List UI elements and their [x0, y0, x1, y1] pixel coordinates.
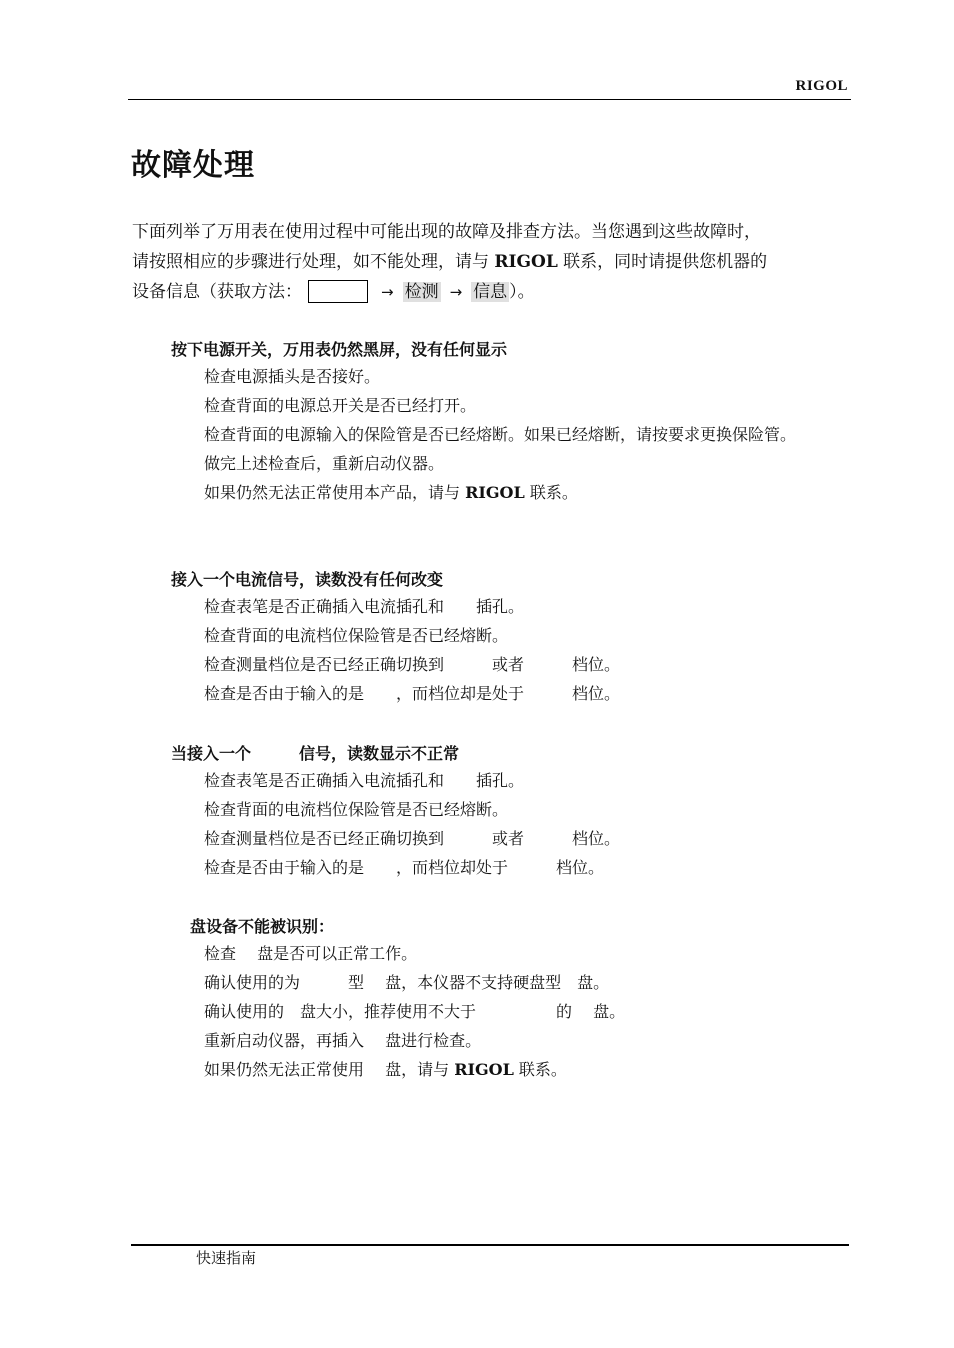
intro-line-3-post: ）。: [509, 282, 535, 302]
intro-line-2: [132, 247, 852, 277]
arrow-right-icon: →: [381, 283, 394, 301]
list-item: 重新启动仪器，再插入 盘进行检查。: [204, 1031, 482, 1050]
list-item: 检查背面的电流档位保险管是否已经熔断。: [204, 800, 509, 819]
section-list-signal: [204, 766, 854, 882]
footer-text: 快速指南: [196, 1249, 257, 1267]
intro-line-2-post: 联系，同时请提供您机器的: [557, 252, 768, 272]
softkey-detect: 检测: [404, 282, 439, 302]
footer-rule: [131, 1244, 849, 1246]
section-heading-disk: 盘设备不能被识别：: [190, 917, 335, 936]
list-item: 检查背面的电源总开关是否已经打开。: [204, 396, 477, 415]
brand-logo-text: RIGOL: [795, 78, 848, 94]
list-item: [204, 1055, 854, 1084]
list-item: 检查 盘是否可以正常工作。: [204, 944, 418, 963]
section-heading-power: 按下电源开关，万用表仍然黑屏，没有任何显示: [171, 340, 508, 359]
page-title: 故障处理: [131, 148, 255, 183]
section-list-power: [204, 362, 854, 507]
list-item-pre: 如果仍然无法正常使用本产品，请与: [204, 483, 466, 502]
list-item: 确认使用的为 型 盘，本仪器不支持硬盘型 盘。: [204, 973, 610, 992]
front-panel-key-box: [308, 280, 368, 303]
header-rule: [128, 99, 851, 100]
intro-line-2-pre: 请按照相应的步骤进行处理，如不能处理，请与: [132, 252, 495, 272]
section-list-disk: [204, 939, 854, 1084]
arrow-right-icon: →: [449, 283, 463, 301]
list-item-pre: 如果仍然无法正常使用 盘，请与: [204, 1060, 455, 1079]
list-item: 检查是否由于输入的是 ，而档位却处于 档位。: [204, 858, 605, 877]
section-heading-signal: 当接入一个 信号，读数显示不正常: [171, 744, 460, 763]
intro-brand: RIGOL: [494, 252, 558, 272]
list-item: 检查表笔是否正确插入电流插孔和 插孔。: [204, 771, 525, 790]
intro-line-3: [132, 277, 852, 307]
list-item: 检查电源插头是否接好。: [204, 367, 381, 386]
list-item: 检查表笔是否正确插入电流插孔和 插孔。: [204, 597, 525, 616]
intro-paragraph: [132, 217, 852, 307]
list-item-brand: RIGOL: [454, 1060, 514, 1079]
list-item-post: 联系。: [524, 483, 578, 502]
list-item: 检查是否由于输入的是 ，而档位却是处于 档位。: [204, 684, 621, 703]
list-item: 确认使用的 盘大小，推荐使用不大于 的 盘。: [204, 1002, 626, 1021]
intro-line-3-pre: 设备信息（获取方法：: [132, 282, 302, 302]
list-item-post: 联系。: [513, 1060, 567, 1079]
list-item-brand: RIGOL: [465, 483, 525, 502]
section-list-current: [204, 592, 854, 708]
intro-line-1: 下面列举了万用表在使用过程中可能出现的故障及排查方法。当您遇到这些故障时，: [132, 222, 761, 242]
section-heading-current: 接入一个电流信号，读数没有任何改变: [171, 570, 444, 589]
list-item: [204, 478, 854, 507]
list-item: 检查测量档位是否已经正确切换到 或者 档位。: [204, 829, 621, 848]
list-item: 检查测量档位是否已经正确切换到 或者 档位。: [204, 655, 621, 674]
list-item: 做完上述检查后，重新启动仪器。: [204, 454, 445, 473]
softkey-info: 信息: [473, 282, 508, 302]
list-item: 检查背面的电流档位保险管是否已经熔断。: [204, 626, 509, 645]
list-item: 检查背面的电源输入的保险管是否已经熔断。如果已经熔断，请按要求更换保险管。: [204, 425, 797, 444]
